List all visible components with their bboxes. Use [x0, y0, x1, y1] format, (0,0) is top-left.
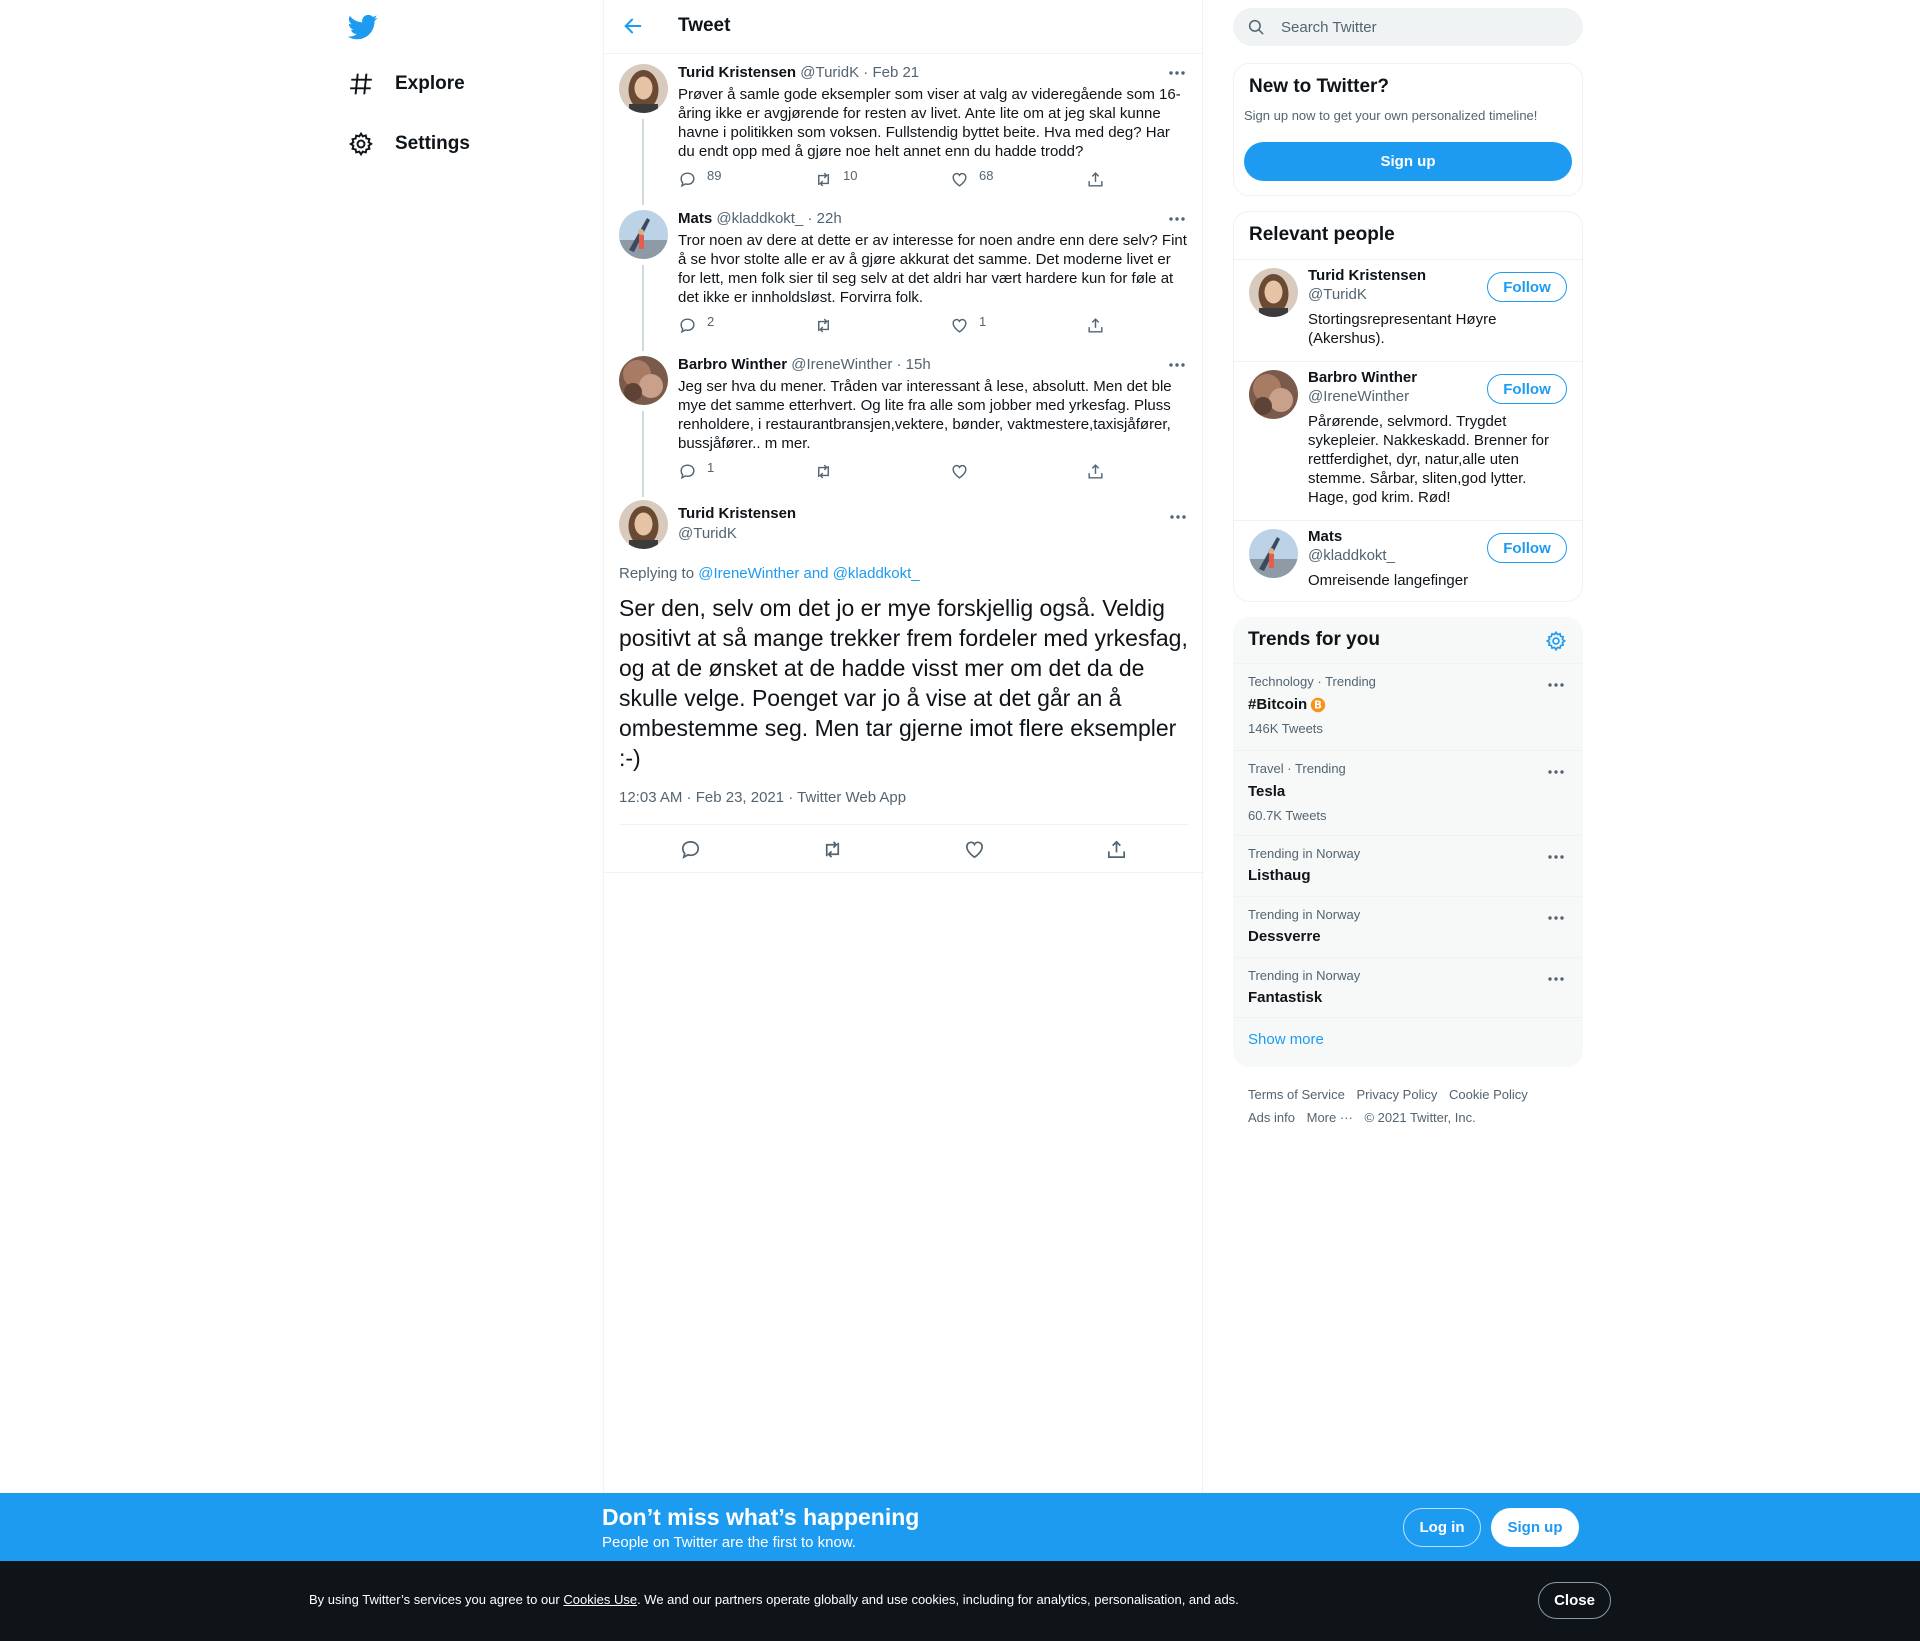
- share-button[interactable]: [1105, 838, 1128, 861]
- nav-settings[interactable]: [348, 124, 470, 164]
- panel-title: Relevant people: [1249, 224, 1395, 245]
- author-name[interactable]: Turid Kristensen: [678, 505, 797, 522]
- thread-connector: [642, 119, 644, 205]
- share-icon: [1086, 170, 1105, 189]
- trend-item[interactable]: [1233, 957, 1583, 1018]
- tweet-body: [678, 210, 1188, 329]
- person-bio: Omreisende langefinger: [1308, 572, 1469, 589]
- tweet-time[interactable]: 22h: [816, 210, 842, 227]
- reply-button[interactable]: [678, 316, 714, 335]
- retweet-icon: [814, 316, 833, 335]
- avatar[interactable]: [619, 64, 668, 113]
- avatar[interactable]: [619, 210, 668, 259]
- share-button[interactable]: [1086, 462, 1105, 481]
- panel-subtitle: Sign up now to get your own personalized timeline!: [1244, 108, 1538, 123]
- signup-banner: [0, 1493, 1920, 1561]
- back-arrow-icon[interactable]: [622, 15, 644, 37]
- trend-item[interactable]: [1233, 835, 1583, 896]
- tweet-time[interactable]: 15h: [905, 356, 931, 373]
- person-card[interactable]: [1234, 362, 1582, 521]
- thread-tweet[interactable]: [619, 356, 1191, 492]
- heart-icon: [950, 170, 969, 189]
- reply-icon: [679, 838, 702, 861]
- tweet-text: Tror noen av dere at dette er av interesse for noen andre enn dere selv? Fint å se hvor stolte alle er av å gjøre akkurat det samme. Det moderne livet er for lett, men folk sier til seg selv at det aldri har vært hardere kun for føle at det ikke er innholdsløst. Forvirra folk.: [678, 232, 1187, 306]
- follow-button[interactable]: Follow: [1487, 374, 1567, 404]
- author-handle[interactable]: @IreneWinther: [791, 356, 893, 373]
- sign-up-button[interactable]: Sign up: [1491, 1508, 1579, 1547]
- relevant-people-panel: [1233, 211, 1583, 602]
- person-handle[interactable]: @IreneWinther: [1308, 388, 1410, 405]
- nav-settings-label: Settings: [395, 133, 470, 154]
- avatar[interactable]: [1249, 529, 1298, 578]
- panel-title: New to Twitter?: [1249, 76, 1390, 97]
- trend-item[interactable]: [1233, 896, 1583, 957]
- svg-text:B: B: [1314, 699, 1323, 712]
- cookie-policy-link[interactable]: Cookie Policy: [1448, 1087, 1528, 1102]
- like-count: 68: [979, 168, 994, 183]
- avatar[interactable]: [619, 356, 668, 405]
- author-name[interactable]: Mats: [678, 210, 713, 227]
- show-more-link[interactable]: Show more: [1248, 1031, 1324, 1048]
- trend-name: Fantastisk: [1248, 989, 1323, 1006]
- thread-connector: [642, 411, 644, 497]
- page-title: Tweet: [678, 15, 731, 36]
- retweet-icon: [821, 838, 844, 861]
- author-handle[interactable]: @TuridK: [800, 64, 860, 81]
- trend-context: Trending in Norway: [1248, 846, 1361, 861]
- search-icon: [1247, 18, 1265, 36]
- more-icon[interactable]: [1545, 848, 1567, 866]
- cookie-suffix: . We and our partners operate globally and use cookies, including for analytics, personalisation, and ads.: [637, 1592, 1239, 1607]
- panel-title: Trends for you: [1248, 629, 1380, 650]
- like-count: 1: [979, 314, 987, 329]
- author-name[interactable]: Turid Kristensen: [678, 64, 797, 81]
- close-button[interactable]: Close: [1538, 1582, 1611, 1619]
- divider: [619, 824, 1189, 825]
- tweet-timestamp[interactable]: 12:03 AM · Feb 23, 2021 · Twitter Web App: [619, 789, 907, 806]
- tweet-text: Prøver å samle gode eksempler som viser at valg av videregående som 16-åring ikke er avgjørende for resten av livet. Ante lite om at jeg skal kunne havne i politikken som voksen. Fullstendig byttet beite. Hva med deg? Har du endt opp med å gjøre noe helt annet enn du hadde trodd?: [678, 86, 1181, 160]
- person-name[interactable]: Barbro Winther: [1308, 369, 1418, 386]
- replying-prefix: Replying to: [619, 565, 699, 582]
- reply-count: 1: [707, 460, 715, 475]
- avatar[interactable]: [619, 500, 668, 549]
- banner-title: Don’t miss what’s happening: [602, 1504, 920, 1530]
- search-input[interactable]: [1281, 8, 1571, 46]
- tweet-text: Ser den, selv om det jo er mye forskjellig også. Veldig positivt at så mange trekker frem fordeler med yrkesfag, og at de ønsket at de hadde visst mer om det da de skulle velge. Poenget var jo å vise at det går an å ombestemme seg. Men tar gjerne imot flere eksempler :-): [619, 595, 1188, 771]
- gear-icon: [348, 131, 374, 157]
- trend-item[interactable]: [1233, 750, 1583, 835]
- replying-to: [619, 565, 920, 582]
- twitter-logo-icon[interactable]: [348, 12, 378, 42]
- share-icon: [1086, 316, 1105, 335]
- person-card[interactable]: [1234, 260, 1582, 362]
- cookie-prefix: By using Twitter’s services you agree to our: [309, 1592, 564, 1607]
- log-in-button[interactable]: Log in: [1403, 1508, 1481, 1547]
- person-bio: Stortingsrepresentant Høyre (Akershus).: [1308, 311, 1497, 347]
- thread-connector: [642, 265, 644, 351]
- reply-count: 89: [707, 168, 722, 183]
- more-icon[interactable]: [1166, 64, 1188, 82]
- share-icon: [1086, 462, 1105, 481]
- tweet-actions: [678, 462, 1103, 484]
- trend-count: 146K Tweets: [1248, 721, 1323, 736]
- heart-icon: [950, 462, 969, 481]
- nav-explore[interactable]: [348, 64, 465, 104]
- trend-name: Tesla: [1248, 783, 1286, 800]
- person-handle[interactable]: @TuridK: [1308, 286, 1367, 303]
- tweet-text: Jeg ser hva du mener. Tråden var interessant å lese, absolutt. Men det ble mye det samme etterhvert. Og lite fra alle som jobber med yrkesfag. Pluss renholdere, i restaurantbransjen,vektere, bønder, vaktmestere,taxisjåfører, bussjåfører.. m mer.: [678, 378, 1172, 452]
- author-name[interactable]: Barbro Winther: [678, 356, 788, 373]
- person-card[interactable]: [1234, 521, 1582, 601]
- tweet-actions: [678, 170, 1103, 192]
- follow-button[interactable]: Follow: [1487, 533, 1567, 563]
- tweet-time[interactable]: Feb 21: [872, 64, 920, 81]
- privacy-link[interactable]: Privacy Policy: [1356, 1087, 1438, 1102]
- more-icon[interactable]: [1545, 970, 1567, 988]
- reply-icon: [678, 462, 697, 481]
- heart-icon: [950, 316, 969, 335]
- thread-tweet[interactable]: [619, 210, 1191, 346]
- trend-count: 60.7K Tweets: [1248, 808, 1327, 823]
- trends-panel: [1233, 617, 1583, 1067]
- tweet-header: [678, 64, 1188, 84]
- sign-up-button[interactable]: Sign up: [1244, 142, 1572, 181]
- more-icon[interactable]: [1166, 210, 1188, 228]
- trend-name: Dessverre: [1248, 928, 1321, 945]
- replying-and: and: [799, 565, 833, 582]
- like-button[interactable]: [950, 462, 979, 481]
- author-handle[interactable]: @TuridK: [678, 525, 737, 542]
- main-column: [603, 0, 1203, 1641]
- person-name[interactable]: Turid Kristensen: [1308, 267, 1427, 284]
- more-icon[interactable]: [1545, 763, 1567, 781]
- more-icon[interactable]: [1545, 676, 1567, 694]
- more-link[interactable]: More ···: [1306, 1110, 1353, 1125]
- retweet-button[interactable]: [821, 838, 844, 861]
- heart-icon: [963, 838, 986, 861]
- separator: ·: [863, 64, 869, 81]
- hashtag-icon: [348, 71, 374, 97]
- tweet-body: [678, 64, 1188, 183]
- banner-subtitle: People on Twitter are the first to know.: [602, 1534, 857, 1551]
- reply-icon: [678, 316, 697, 335]
- new-to-twitter-panel: [1233, 63, 1583, 196]
- follow-button[interactable]: Follow: [1487, 272, 1567, 302]
- page-header: [604, 0, 1202, 54]
- more-icon[interactable]: [1167, 508, 1189, 526]
- more-icon[interactable]: [1166, 356, 1188, 374]
- footer-links: [1248, 1083, 1578, 1129]
- copyright: © 2021 Twitter, Inc.: [1364, 1110, 1476, 1125]
- reply-button[interactable]: [679, 838, 702, 861]
- terms-link[interactable]: Terms of Service: [1248, 1087, 1345, 1102]
- tweet-actions: [678, 316, 1103, 338]
- cookie-notice: [309, 1592, 1239, 1607]
- retweet-icon: [814, 170, 833, 189]
- reply-button[interactable]: [678, 462, 714, 481]
- cookies-use-link[interactable]: Cookies Use: [563, 1592, 638, 1607]
- reply-icon: [678, 170, 697, 189]
- like-button[interactable]: [950, 170, 993, 189]
- share-button[interactable]: [1086, 316, 1105, 335]
- retweet-icon: [814, 462, 833, 481]
- person-handle[interactable]: @kladdkokt_: [1308, 547, 1395, 564]
- gear-icon[interactable]: [1545, 630, 1567, 652]
- separator: ·: [896, 356, 902, 373]
- tweet-header: [678, 210, 1188, 230]
- tweet-header: [678, 356, 1188, 376]
- trend-context: Trending in Norway: [1248, 907, 1361, 922]
- avatar[interactable]: [1249, 268, 1298, 317]
- trend-context: Trending in Norway: [1248, 968, 1361, 983]
- more-icon[interactable]: [1545, 909, 1567, 927]
- mention-link[interactable]: @kladdkokt_: [832, 565, 920, 582]
- person-bio: Pårørende, selvmord. Trygdet sykepleier. Nakkeskadd. Brenner for rettferdighet, dyr, natur,alle uten stemme. Sårbar, sliten,god lytter. Hage, god krim. Rød!: [1308, 413, 1549, 506]
- trend-name: Listhaug: [1248, 867, 1311, 884]
- retweet-button[interactable]: [814, 316, 843, 335]
- nav-explore-label: Explore: [395, 73, 465, 94]
- trend-name: [1248, 696, 1326, 713]
- ads-info-link[interactable]: Ads info: [1248, 1110, 1295, 1125]
- divider: [604, 872, 1204, 873]
- retweet-count: 10: [843, 168, 858, 183]
- cookie-banner: [0, 1561, 1920, 1641]
- share-button[interactable]: [1086, 170, 1105, 189]
- trend-context: Technology · Trending: [1248, 674, 1376, 689]
- person-name[interactable]: Mats: [1308, 528, 1343, 545]
- retweet-button[interactable]: [814, 170, 857, 189]
- like-button[interactable]: [950, 316, 986, 335]
- like-button[interactable]: [963, 838, 986, 861]
- reply-count: 2: [707, 314, 715, 329]
- mention-link[interactable]: @IreneWinther: [698, 565, 800, 582]
- reply-button[interactable]: [678, 170, 721, 189]
- trend-name-text: #Bitcoin: [1248, 696, 1308, 713]
- bitcoin-icon: [1310, 697, 1326, 713]
- trend-item[interactable]: [1233, 663, 1583, 750]
- author-handle[interactable]: @kladdkokt_: [716, 210, 804, 227]
- share-icon: [1105, 838, 1128, 861]
- tweet-body: [678, 356, 1188, 475]
- retweet-button[interactable]: [814, 462, 843, 481]
- separator: ·: [807, 210, 813, 227]
- thread-tweet[interactable]: [619, 64, 1191, 200]
- avatar[interactable]: [1249, 370, 1298, 419]
- search-box[interactable]: [1233, 8, 1583, 46]
- trend-context: Travel · Trending: [1248, 761, 1346, 776]
